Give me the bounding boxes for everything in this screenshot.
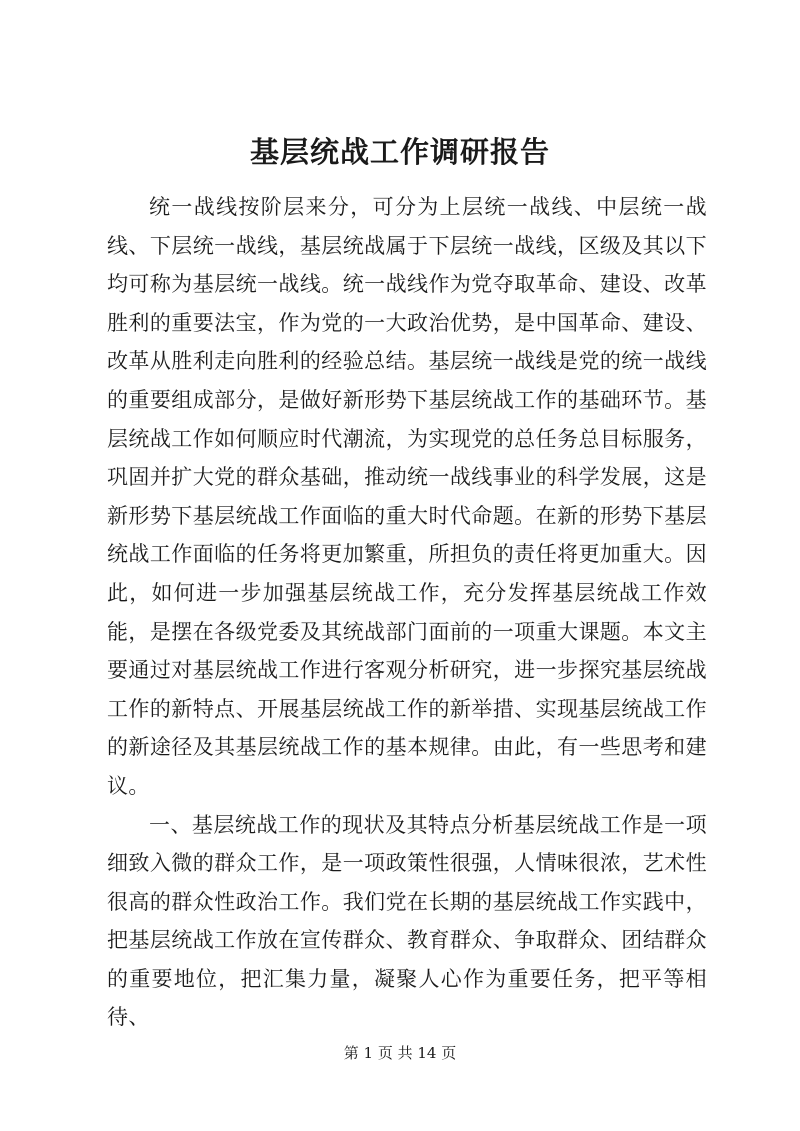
document-body <box>107 188 707 1037</box>
paragraph: 一、基层统战工作的现状及其特点分析基层统战工作是一项细致入微的群众工作，是一项政策性很强，人情味很浓，艺术性很高的群众性政治工作。我们党在长期的基层统战工作实践中，把基层统战工作放在宣传群众、教育群众、争取群众、团结群众的重要地位，把汇集力量，凝聚人心作为重要任务，把平等相待、 <box>107 812 707 1030</box>
paragraph: 统一战线按阶层来分，可分为上层统一战线、中层统一战线、下层统一战线，基层统战属于下层统一战线，区级及其以下均可称为基层统一战线。统一战线作为党夺取革命、建设、改革胜利的重要法宝，作为党的一大政治优势，是中国革命、建设、改革从胜利走向胜利的经验总结。基层统一战线是党的统一战线的重要组成部分，是做好新形势下基层统战工作的基础环节。基层统战工作如何顺应时代潮流，为实现党的总任务总目标服务，巩固并扩大党的群众基础，推动统一战线事业的科学发展，这是新形势下基层统战工作面临的重大时代命题。在新的形势下基层统战工作面临的任务将更加繁重，所担负的责任将更加重大。因此，如何进一步加强基层统战工作，充分发挥基层统战工作效能，是摆在各级党委及其统战部门面前的一项重大课题。本文主要通过对基层统战工作进行客观分析研究，进一步探究基层统战工作的新特点、开展基层统战工作的新举措、实现基层统战工作的新途径及其基层统战工作的基本规律。由此，有一些思考和建议。 <box>107 195 707 798</box>
page-number-footer: 第 1 页 共 14 页 <box>343 1044 457 1062</box>
document-title: 基层统战工作调研报告 <box>249 135 550 169</box>
